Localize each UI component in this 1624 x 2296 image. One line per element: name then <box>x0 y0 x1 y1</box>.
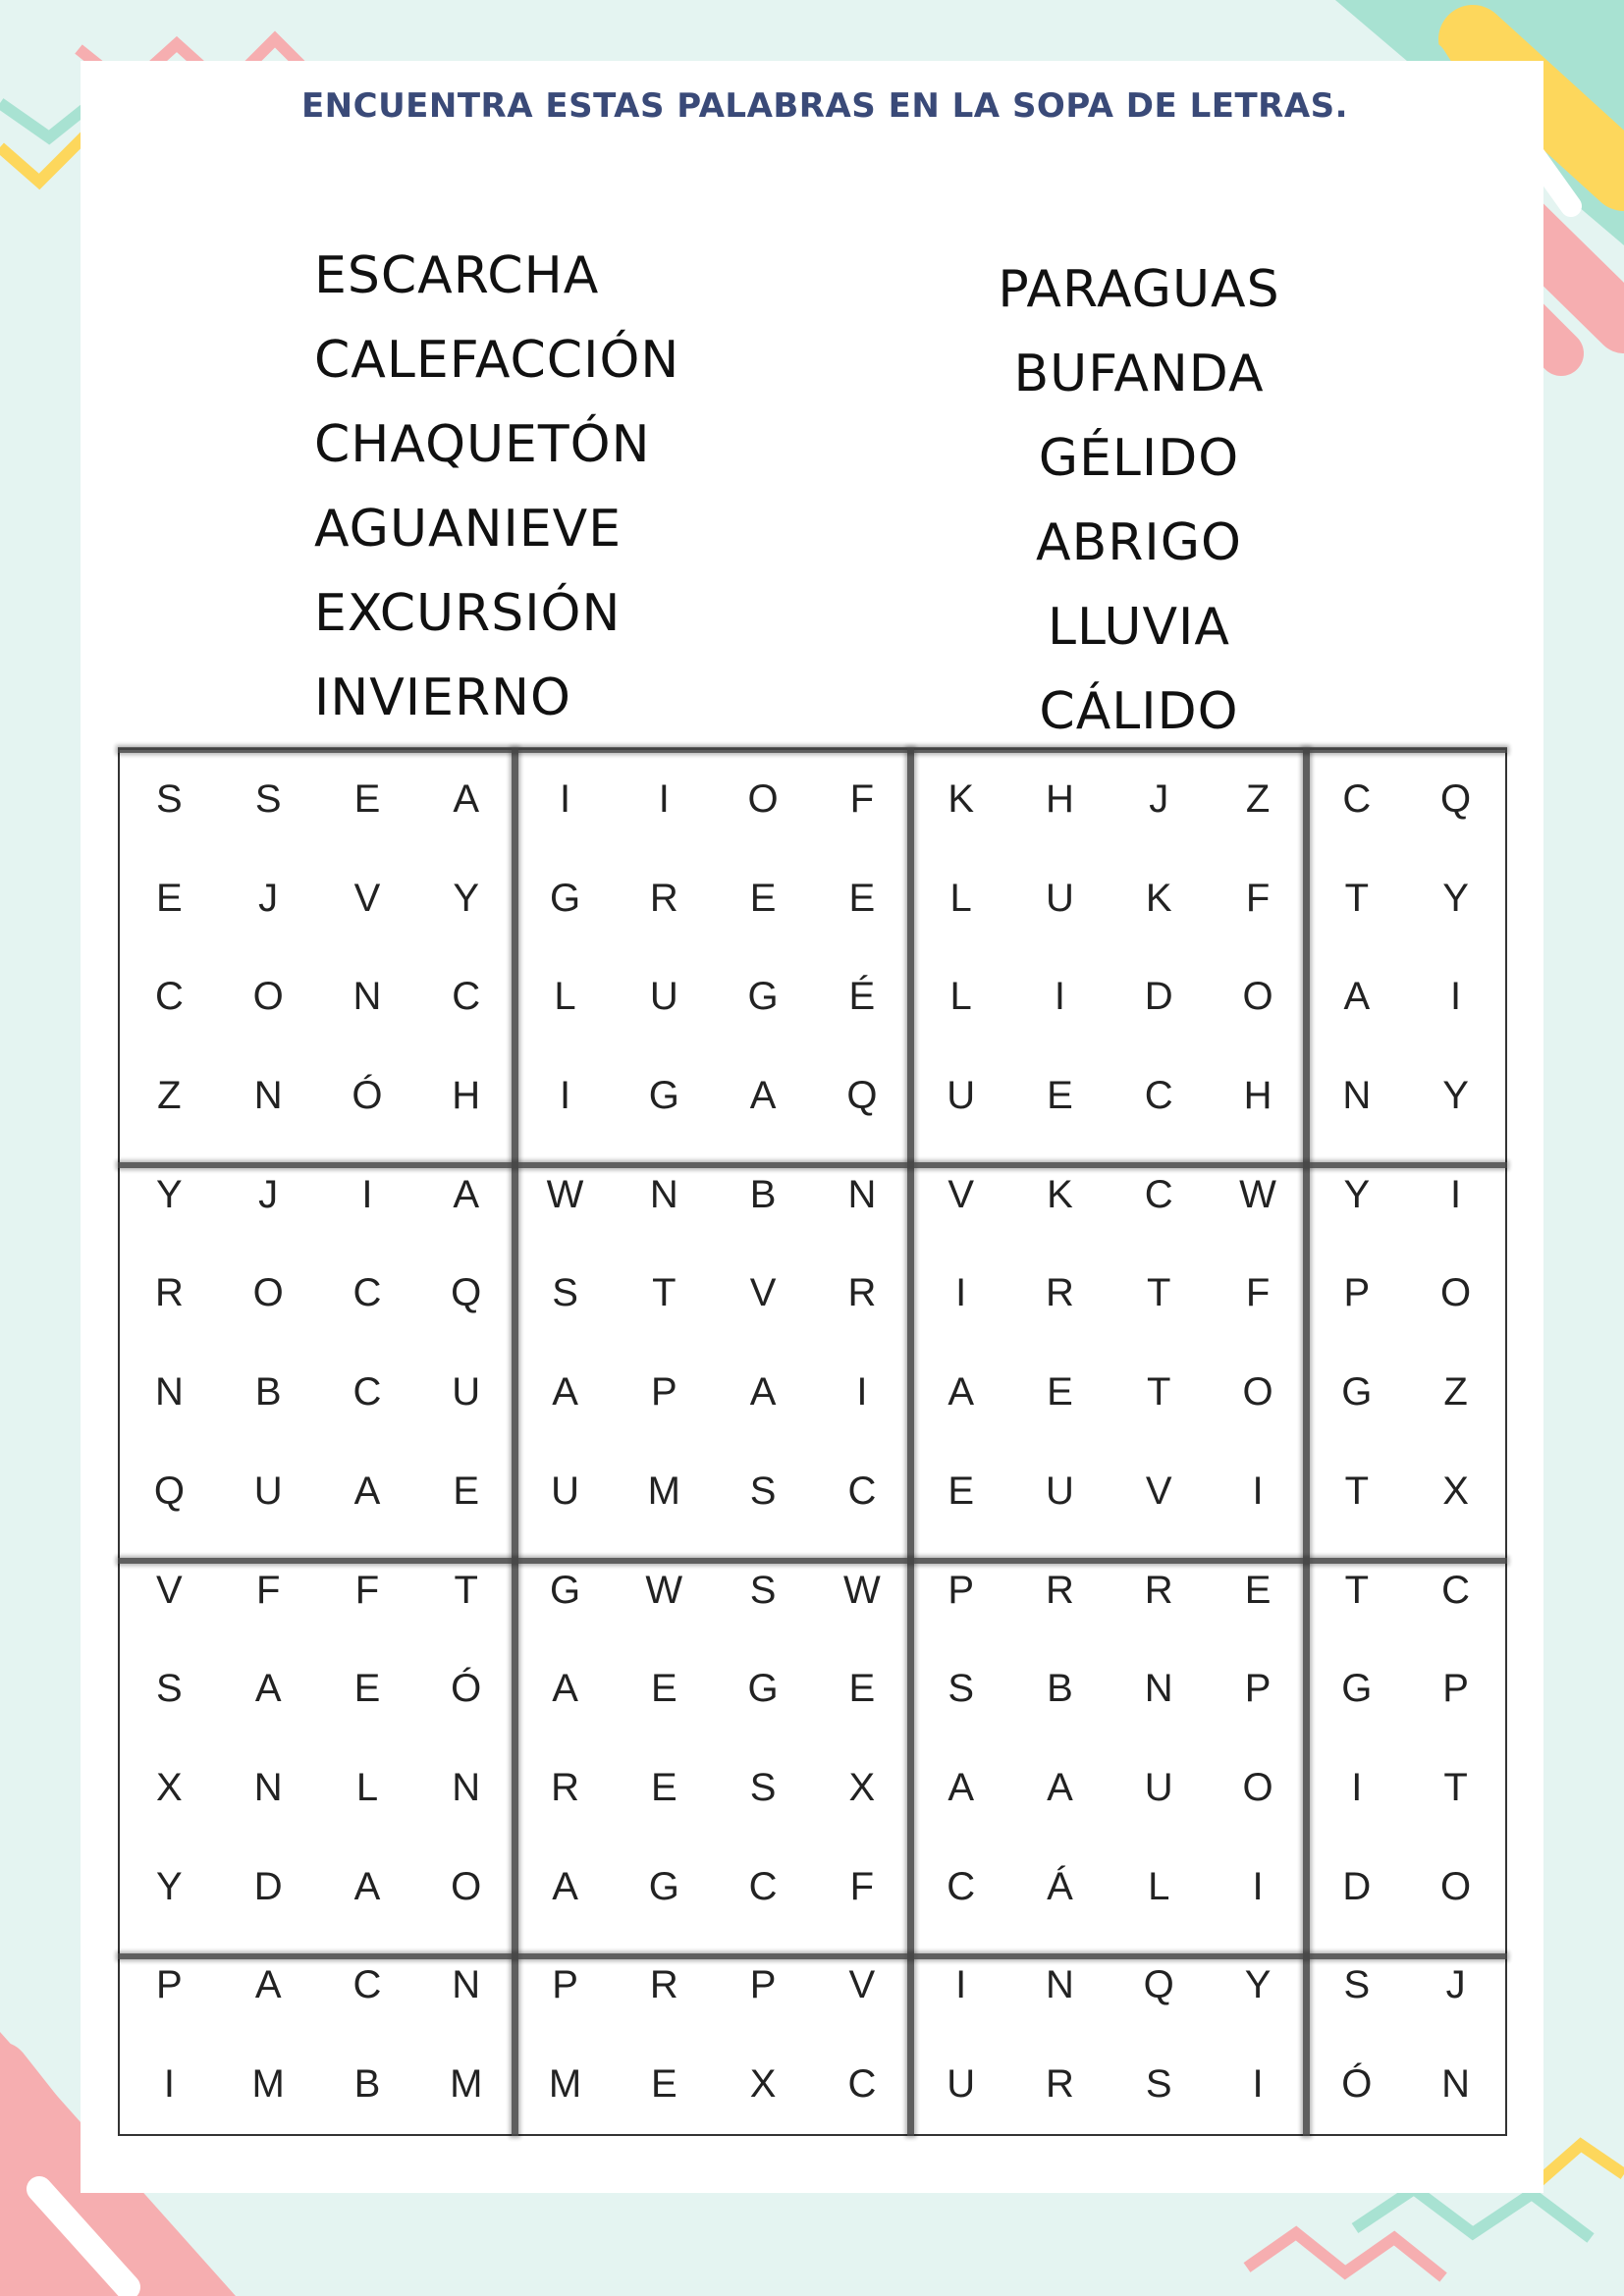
grid-cell[interactable]: B <box>254 1370 282 1415</box>
grid-cell[interactable]: Y <box>156 1172 183 1216</box>
grid-cell[interactable]: C <box>1441 1568 1471 1612</box>
grid-cell[interactable]: G <box>1341 1370 1373 1415</box>
grid-cell[interactable]: I <box>1252 1468 1264 1513</box>
word-item: ABRIGO <box>1036 513 1242 572</box>
grid-cell[interactable]: U <box>1046 1468 1074 1513</box>
grid-cell[interactable]: K <box>1145 876 1172 920</box>
grid-cell[interactable]: J <box>1149 776 1169 821</box>
grid-cell[interactable]: C <box>352 1370 382 1415</box>
grid-cell[interactable]: O <box>252 975 284 1019</box>
grid-cell[interactable]: S <box>156 1667 183 1711</box>
grid-cell[interactable]: N <box>253 1765 283 1809</box>
grid-cell[interactable]: Y <box>156 1864 183 1908</box>
grid-cell[interactable]: G <box>1341 1667 1373 1711</box>
grid-cell[interactable]: N <box>847 1172 877 1216</box>
grid-cell[interactable]: I <box>1252 2062 1264 2107</box>
grid-cell[interactable]: F <box>354 1568 380 1612</box>
grid-cell[interactable]: W <box>843 1568 881 1612</box>
grid-cell[interactable]: O <box>1440 1271 1472 1315</box>
grid-cell[interactable]: M <box>548 2062 582 2107</box>
grid-cell[interactable]: S <box>749 1765 777 1809</box>
grid-cell[interactable]: N <box>154 1370 184 1415</box>
grid-cell[interactable]: L <box>554 975 576 1019</box>
grid-cell[interactable]: E <box>848 876 876 920</box>
grid-divider <box>907 748 914 2136</box>
grid-cell[interactable]: C <box>452 975 481 1019</box>
grid-cell[interactable]: T <box>652 1271 677 1315</box>
grid-cell[interactable]: F <box>1245 1271 1271 1315</box>
grid-cell[interactable]: Q <box>1143 1963 1174 2007</box>
grid-cell[interactable]: H <box>452 1073 481 1117</box>
grid-cell[interactable]: E <box>353 776 381 821</box>
word-item: BUFANDA <box>1013 345 1265 403</box>
grid-cell[interactable]: S <box>947 1667 975 1711</box>
grid-cell[interactable]: P <box>1343 1271 1371 1315</box>
grid-cell[interactable]: X <box>749 2062 777 2107</box>
grid-cell[interactable]: A <box>947 1370 975 1415</box>
grid-cell[interactable]: I <box>955 1963 967 2007</box>
grid-cell[interactable]: I <box>856 1370 868 1415</box>
grid-cell[interactable]: N <box>1342 1073 1372 1117</box>
word-item: AGUANIEVE <box>314 500 623 559</box>
grid-cell[interactable]: T <box>1344 876 1370 920</box>
grid-cell[interactable]: E <box>650 1667 677 1711</box>
grid-cell[interactable]: U <box>1144 1765 1173 1809</box>
grid-cell[interactable]: R <box>847 1271 877 1315</box>
grid-cell[interactable]: T <box>454 1568 478 1612</box>
grid-cell[interactable]: S <box>552 1271 578 1315</box>
grid-cell[interactable]: A <box>749 1370 777 1415</box>
grid-divider <box>118 1953 1507 1959</box>
grid-divider <box>118 1558 1507 1564</box>
word-list-left <box>314 234 679 740</box>
grid-cell[interactable]: V <box>353 876 381 920</box>
grid-cell[interactable]: S <box>156 776 183 821</box>
grid-cell[interactable]: E <box>848 1667 876 1711</box>
grid-cell[interactable]: X <box>848 1765 876 1809</box>
grid-cell[interactable]: Ó <box>352 1073 383 1117</box>
grid-cell[interactable]: Y <box>1244 1963 1272 2007</box>
grid-cell[interactable]: R <box>1046 1568 1074 1612</box>
page-title: ENCUENTRA ESTAS PALABRAS EN LA SOPA DE LETRAS. <box>300 86 1349 126</box>
grid-cell[interactable]: Z <box>1245 776 1271 821</box>
grid-cell[interactable]: X <box>156 1765 183 1809</box>
grid-cell[interactable]: G <box>549 876 581 920</box>
grid-cell[interactable]: Q <box>846 1073 878 1117</box>
grid-cell[interactable]: C <box>847 1468 877 1513</box>
grid-cell[interactable]: C <box>1342 776 1372 821</box>
grid-cell[interactable]: P <box>749 1963 777 2007</box>
grid-cell[interactable]: Q <box>153 1468 185 1513</box>
grid-cell[interactable]: C <box>748 1864 778 1908</box>
grid-cell[interactable]: O <box>1242 975 1273 1019</box>
word-item: LLUVIA <box>1048 598 1230 657</box>
grid-cell[interactable]: A <box>353 1864 381 1908</box>
grid-cell[interactable]: P <box>650 1370 677 1415</box>
grid-cell[interactable]: V <box>947 1172 975 1216</box>
grid-cell[interactable]: I <box>361 1172 373 1216</box>
grid-cell[interactable]: E <box>650 1765 677 1809</box>
grid-cell[interactable]: L <box>1148 1864 1170 1908</box>
grid-cell[interactable]: P <box>552 1963 578 2007</box>
zigzag-pink-bottom-right <box>1247 2233 1443 2277</box>
grid-cell[interactable]: H <box>1046 776 1074 821</box>
grid-cell[interactable]: R <box>551 1765 579 1809</box>
word-item: GÉLIDO <box>1038 429 1240 488</box>
grid-cell[interactable]: V <box>156 1568 183 1612</box>
grid-cell[interactable]: A <box>254 1963 282 2007</box>
grid-cell[interactable]: R <box>1144 1568 1173 1612</box>
grid-cell[interactable]: U <box>1046 876 1074 920</box>
grid-divider <box>1303 748 1310 2136</box>
grid-cell[interactable]: E <box>156 876 183 920</box>
word-item: ESCARCHA <box>314 246 600 305</box>
grid-cell[interactable]: C <box>1144 1172 1173 1216</box>
grid-cell[interactable]: P <box>1244 1667 1272 1711</box>
grid-cell[interactable]: A <box>552 1864 578 1908</box>
grid-cell[interactable]: V <box>1145 1468 1172 1513</box>
grid-cell[interactable]: N <box>1441 2062 1471 2107</box>
grid-cell[interactable]: M <box>647 1468 680 1513</box>
grid-cell[interactable]: Q <box>451 1271 482 1315</box>
grid-cell[interactable]: S <box>1343 1963 1371 2007</box>
grid-cell[interactable]: O <box>1242 1370 1273 1415</box>
grid-cell[interactable]: A <box>453 776 480 821</box>
grid-cell[interactable]: W <box>546 1172 584 1216</box>
grid-cell[interactable]: O <box>1242 1765 1273 1809</box>
grid-cell[interactable]: E <box>650 2062 677 2107</box>
grid-cell[interactable]: F <box>1245 876 1271 920</box>
grid-cell[interactable]: I <box>1054 975 1066 1019</box>
grid-cell[interactable]: I <box>559 776 571 821</box>
grid-cell[interactable]: I <box>955 1271 967 1315</box>
grid-cell[interactable]: G <box>648 1073 679 1117</box>
grid-cell[interactable]: M <box>450 2062 483 2107</box>
grid-cell[interactable]: A <box>947 1765 975 1809</box>
grid-cell[interactable]: J <box>258 1172 279 1216</box>
grid-cell[interactable]: G <box>747 975 779 1019</box>
grid-cell[interactable]: K <box>1047 1172 1073 1216</box>
grid-cell[interactable]: T <box>1147 1370 1171 1415</box>
grid-cell[interactable]: G <box>747 1667 779 1711</box>
grid-cell[interactable]: Z <box>157 1073 182 1117</box>
grid-cell[interactable]: E <box>749 876 777 920</box>
grid-cell[interactable]: E <box>1047 1073 1073 1117</box>
grid-cell[interactable]: T <box>1147 1271 1171 1315</box>
grid-cell[interactable]: N <box>352 975 382 1019</box>
zigzag-mint-bottom-right <box>1355 2189 1591 2238</box>
grid-cell[interactable]: C <box>1144 1073 1173 1117</box>
letter-grid <box>120 750 1505 2134</box>
grid-cell[interactable]: N <box>1046 1963 1074 2007</box>
grid-cell[interactable]: A <box>552 1370 578 1415</box>
grid-cell[interactable]: C <box>847 2062 877 2107</box>
grid-cell[interactable]: E <box>453 1468 480 1513</box>
grid-cell[interactable]: C <box>947 1864 976 1908</box>
grid-cell[interactable]: A <box>453 1172 480 1216</box>
grid-cell[interactable]: O <box>451 1864 482 1908</box>
word-item: CHAQUETÓN <box>314 415 651 474</box>
grid-cell[interactable]: I <box>163 2062 175 2107</box>
grid-cell[interactable]: U <box>649 975 678 1019</box>
grid-cell[interactable]: B <box>1047 1667 1073 1711</box>
grid-cell[interactable]: J <box>258 876 279 920</box>
grid-cell[interactable]: I <box>1351 1765 1363 1809</box>
grid-cell[interactable]: I <box>1252 1864 1264 1908</box>
grid-cell[interactable]: E <box>947 1468 975 1513</box>
grid-cell[interactable]: R <box>1046 1271 1074 1315</box>
grid-cell[interactable]: V <box>848 1963 876 2007</box>
word-item: CÁLIDO <box>1039 682 1239 741</box>
grid-cell[interactable]: L <box>949 876 972 920</box>
grid-divider <box>118 1162 1507 1168</box>
grid-cell[interactable]: I <box>1450 975 1462 1019</box>
word-item: EXCURSIÓN <box>314 584 622 643</box>
grid-cell[interactable]: T <box>1344 1568 1370 1612</box>
grid-cell[interactable]: W <box>645 1568 683 1612</box>
grid-cell[interactable]: A <box>552 1667 578 1711</box>
grid-cell[interactable]: B <box>353 2062 381 2107</box>
grid-cell[interactable]: I <box>658 776 670 821</box>
grid-cell[interactable]: G <box>648 1864 679 1908</box>
grid-cell[interactable]: A <box>1047 1765 1073 1809</box>
grid-cell[interactable]: N <box>1144 1667 1173 1711</box>
grid-cell[interactable]: Y <box>1343 1172 1371 1216</box>
grid-cell[interactable]: Q <box>1440 776 1472 821</box>
grid-cell[interactable]: K <box>947 776 975 821</box>
grid-cell[interactable]: D <box>253 1864 283 1908</box>
grid-cell[interactable]: P <box>947 1568 975 1612</box>
grid-cell[interactable]: U <box>452 1370 481 1415</box>
grid-cell[interactable]: É <box>848 975 876 1019</box>
grid-cell[interactable]: M <box>251 2062 285 2107</box>
grid-cell[interactable]: F <box>849 1864 875 1908</box>
grid-cell[interactable]: D <box>1144 975 1173 1019</box>
grid-cell[interactable]: Z <box>1443 1370 1468 1415</box>
grid-cell[interactable]: C <box>352 1963 382 2007</box>
grid-cell[interactable]: O <box>747 776 779 821</box>
grid-cell[interactable]: R <box>154 1271 184 1315</box>
grid-cell[interactable]: A <box>1343 975 1371 1019</box>
grid-cell[interactable]: A <box>254 1667 282 1711</box>
grid-cell[interactable]: R <box>1046 2062 1074 2107</box>
grid-cell[interactable]: F <box>849 776 875 821</box>
grid-cell[interactable]: N <box>649 1172 678 1216</box>
grid-cell[interactable]: T <box>1443 1765 1468 1809</box>
grid-cell[interactable]: G <box>549 1568 581 1612</box>
grid-cell[interactable]: J <box>1445 1963 1466 2007</box>
grid-cell[interactable]: B <box>749 1172 777 1216</box>
grid-cell[interactable]: T <box>1344 1468 1370 1513</box>
grid-cell[interactable]: S <box>749 1568 777 1612</box>
grid-cell[interactable]: Á <box>1047 1864 1073 1908</box>
grid-divider <box>118 747 1507 753</box>
grid-cell[interactable]: X <box>1442 1468 1469 1513</box>
grid-cell[interactable]: O <box>1440 1864 1472 1908</box>
grid-cell[interactable]: Y <box>1442 1073 1469 1117</box>
grid-cell[interactable]: Ó <box>1341 2062 1373 2107</box>
grid-cell[interactable]: C <box>154 975 184 1019</box>
grid-cell[interactable]: S <box>254 776 282 821</box>
grid-cell[interactable]: E <box>353 1667 381 1711</box>
grid-cell[interactable]: U <box>551 1468 579 1513</box>
word-item: INVIERNO <box>314 668 571 727</box>
grid-cell[interactable]: L <box>355 1765 379 1809</box>
grid-cell[interactable]: C <box>352 1271 382 1315</box>
grid-cell[interactable]: S <box>1145 2062 1172 2107</box>
grid-cell[interactable]: A <box>749 1073 777 1117</box>
grid-cell[interactable]: U <box>947 1073 976 1117</box>
grid-cell[interactable]: U <box>253 1468 283 1513</box>
grid-cell[interactable]: Y <box>1442 876 1469 920</box>
grid-cell[interactable]: E <box>1244 1568 1272 1612</box>
grid-cell[interactable]: L <box>949 975 972 1019</box>
grid-cell[interactable]: N <box>452 1765 481 1809</box>
grid-cell[interactable]: I <box>1450 1172 1462 1216</box>
grid-cell[interactable]: D <box>1342 1864 1372 1908</box>
grid-cell[interactable]: N <box>253 1073 283 1117</box>
grid-cell[interactable]: I <box>559 1073 571 1117</box>
grid-cell[interactable]: H <box>1243 1073 1272 1117</box>
word-search-grid <box>118 748 1507 2136</box>
grid-cell[interactable]: N <box>452 1963 481 2007</box>
grid-cell[interactable]: W <box>1239 1172 1276 1216</box>
grid-cell[interactable]: P <box>156 1963 183 2007</box>
grid-cell[interactable]: R <box>649 1963 678 2007</box>
grid-cell[interactable]: R <box>649 876 678 920</box>
grid-cell[interactable]: A <box>353 1468 381 1513</box>
grid-cell[interactable]: U <box>947 2062 976 2107</box>
word-item: CALEFACCIÓN <box>314 331 680 390</box>
grid-cell[interactable]: O <box>252 1271 284 1315</box>
grid-cell[interactable]: Y <box>453 876 480 920</box>
grid-cell[interactable]: V <box>749 1271 777 1315</box>
grid-cell[interactable]: P <box>1442 1667 1469 1711</box>
grid-cell[interactable]: Ó <box>451 1667 482 1711</box>
grid-cell[interactable]: E <box>1047 1370 1073 1415</box>
word-item: PARAGUAS <box>998 260 1280 319</box>
grid-cell[interactable]: F <box>255 1568 281 1612</box>
word-list-right <box>938 247 1340 754</box>
grid-divider <box>512 748 518 2136</box>
grid-cell[interactable]: S <box>749 1468 777 1513</box>
